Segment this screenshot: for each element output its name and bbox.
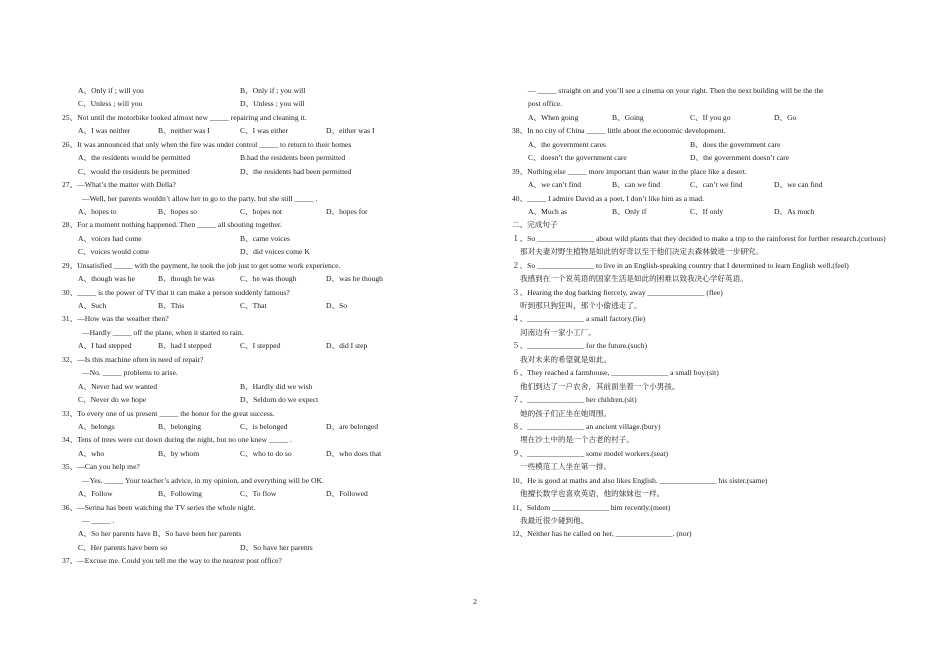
answer-option: A、I was neither	[78, 126, 131, 136]
text-line: — _____ .	[82, 516, 115, 525]
answer-option: C、I stepped	[240, 341, 281, 351]
answer-option: D、the residents had been permitted	[240, 166, 352, 176]
text-line: 31、—How was the weather then?	[62, 314, 169, 324]
text-line: 他们到达了一户农舍，其前面坐着一个小男孩。	[520, 381, 680, 391]
text-line: 33、To every one of us present _____ the honor for the great success.	[62, 408, 275, 418]
option-row	[62, 299, 462, 312]
option-row	[62, 272, 462, 285]
answer-option: B、Hardly did we wish	[240, 381, 313, 391]
answer-option: D、who does that	[326, 448, 382, 458]
option-row	[62, 447, 462, 460]
answer-option: D、are belonged	[326, 421, 379, 431]
answer-option: C、can’t we find	[690, 180, 743, 190]
text-line: 12、Neither has he called on her, _______________. (nor)	[512, 529, 692, 539]
text-line: 二、完成句子	[512, 220, 558, 230]
answer-option: A、Follow	[78, 489, 113, 499]
answer-option: C、would the residents be permitted	[78, 166, 190, 176]
option-row	[62, 380, 462, 393]
option-row	[62, 420, 462, 433]
text-line: 我对未来的希望就是如此。	[520, 354, 612, 364]
sentence-item: ２、So _______________ to live in an English-speaking country that I determined to learn English well.(feel)	[512, 260, 849, 270]
answer-option: A、the residents would be permitted	[78, 153, 191, 163]
answer-option: A、When going	[528, 112, 579, 122]
option-row	[512, 178, 902, 191]
answer-option: B.had the residents been permitted	[240, 153, 346, 163]
text-line: 36、—Serina has been watching the TV series the whole night.	[62, 502, 256, 512]
answer-option: C、To flow	[240, 489, 277, 499]
text-line: ４、_______________ a small factory.(lie)	[512, 314, 646, 324]
text-line: ５、_______________ for the future.(such)	[512, 341, 647, 351]
answer-option: B、had I stepped	[158, 341, 212, 351]
answer-option: C、If only	[690, 206, 724, 216]
text-line: 11、Seldom _______________ him recently.(meet)	[512, 502, 671, 512]
answer-option: B、Only if ; you will	[240, 86, 306, 95]
answer-option: C、Her parents have been so	[78, 542, 167, 552]
text-line: 30、_____ is the power of TV that it can make a person suddenly famous?	[62, 287, 290, 297]
answer-option: B、Going	[612, 112, 644, 122]
option-row	[62, 84, 462, 97]
text-line: 那对夫妻对野生植物是如此的好奇以至于他们决定去森林做进一步研究。	[520, 247, 763, 257]
option-row	[62, 97, 462, 110]
answer-option: D、hopes for	[326, 206, 368, 216]
answer-option: D、we can find	[774, 180, 823, 190]
option-row	[62, 339, 462, 352]
answer-option: B、Only if	[612, 206, 647, 216]
option-row	[62, 232, 462, 245]
text-line: 25、Not until the motorbike looked almost new _____ repairing and cleaning it.	[62, 112, 307, 122]
text-line: ８、_______________ an ancient village.(bury)	[512, 421, 661, 431]
answer-option: C、If you go	[690, 112, 731, 122]
left-column	[62, 84, 462, 568]
text-line: 河南边有一家小工厂。	[520, 327, 596, 337]
answer-option: A、we can’t find	[528, 180, 582, 190]
text-line: 38、In no city of China _____ little about the economic development.	[512, 126, 726, 136]
answer-option: A、the government cares	[528, 139, 607, 149]
text-line: 埋在沙土中的是一个古老的村子。	[520, 435, 634, 445]
answer-option: C、doesn’t the government care	[528, 153, 627, 163]
answer-option: D、the government doesn’t care	[690, 153, 790, 163]
answer-option: A、voices had come	[78, 233, 142, 243]
text-line: ６、They reached a farmhouse, _______________ a small boy.(sit)	[512, 368, 719, 378]
text-line: 我感到在一个说英语的国家生活是如此的困难以致我决心学好英语。	[520, 274, 748, 284]
answer-option: B、neither was I	[158, 126, 210, 136]
sentence-item: １、So _______________ about wild plants that they decided to make a trip to the rainforest for further research.(curious)	[512, 233, 886, 243]
text-line: 我最近很少碰到他。	[520, 516, 589, 526]
answer-option: A、I had stepped	[78, 341, 132, 351]
option-row	[512, 138, 902, 151]
answer-option: B、by whom	[158, 448, 200, 458]
text-line: 10、He is good at maths and also likes English. _______________ his sister.(same)	[512, 475, 768, 485]
answer-option: D、So have her parents	[240, 542, 313, 552]
answer-option: B、belonging	[158, 421, 202, 431]
option-row	[62, 527, 462, 540]
text-line: ７、_______________ her children.(sit)	[512, 395, 637, 405]
answer-option: D、was he though	[326, 274, 383, 284]
text-line: 27、—What’s the matter with Della?	[62, 180, 176, 190]
text-line: 她的孩子们正坐在她周围。	[520, 408, 612, 418]
answer-option: A、So her parents have B、So have been her parents	[78, 529, 242, 539]
option-row	[512, 205, 902, 218]
text-line: —No. _____ problems to arise.	[82, 368, 178, 378]
answer-option: A、Only if ; will you	[78, 86, 144, 95]
text-line: —Yes. _____ Your teacher’s advice, in my opinion, and everything will be OK.	[82, 475, 324, 485]
text-line: 一些模范工人坐在第一排。	[520, 462, 612, 472]
text-line: —Well, her parents wouldn’t allow her to go to the party, but she still _____ .	[82, 193, 318, 203]
answer-option: D、Seldom do we expect	[240, 395, 319, 405]
answer-option: A、though was he	[78, 274, 135, 284]
text-line: 39、Nothing else _____ more important than water in the place like a desert.	[512, 166, 747, 176]
text-line: ９、_______________ some model workers.(seat)	[512, 448, 669, 458]
answer-option: B、Following	[158, 489, 202, 499]
text-line: 他擅长数学也喜欢英语，他的妹妹也一样。	[520, 489, 665, 499]
answer-option: B、hopes so	[158, 206, 198, 216]
text-line: 28、For a moment nothing happened. Then _____ all shouting together.	[62, 220, 282, 230]
answer-option: D、did I step	[326, 341, 368, 351]
text-line: 听到那只狗狂叫，那个小偷逃走了。	[520, 301, 642, 311]
answer-option: C、who to do so	[240, 448, 292, 458]
text-line: 32、—Is this machine often in need of repair?	[62, 354, 204, 364]
option-row	[512, 151, 902, 164]
answer-option: C、hopes not	[240, 206, 282, 216]
text-line: 34、Tens of trees were cut down during the night, but no one knew _____ .	[62, 435, 292, 445]
text-line: —Hardly _____ off the plane, when it started to rain.	[82, 327, 244, 337]
option-row	[62, 205, 462, 218]
answer-option: D、Followed	[326, 489, 368, 499]
answer-option: C、Unless ; will you	[78, 99, 143, 109]
answer-option: D、So	[326, 301, 348, 310]
text-line: 37、—Excuse me. Could you tell me the way to the nearest post office?	[62, 556, 282, 566]
answer-option: C、voices would come	[78, 247, 150, 257]
option-row	[62, 124, 462, 137]
answer-option: D、either was I	[326, 126, 375, 136]
text-line: 35、—Can you help me?	[62, 462, 140, 472]
text-line: 29、Unsatisfied _____ with the payment, he took the job just to get some work experience.	[62, 260, 341, 270]
text-line: 40、_____ I admire David as a poet, I don’t like him as a mad.	[512, 193, 704, 203]
answer-option: D、Go	[774, 112, 797, 122]
answer-option: C、is belonged	[240, 421, 288, 431]
option-row	[512, 111, 902, 124]
answer-option: C、I was either	[240, 126, 289, 136]
answer-option: C、Never do we hope	[78, 395, 147, 405]
answer-option: B、though he was	[158, 274, 215, 284]
answer-option: A、belongs	[78, 421, 115, 431]
option-row	[62, 245, 462, 258]
option-row	[62, 541, 462, 554]
answer-option: A、Such	[78, 301, 107, 310]
answer-option: C、he was though	[240, 274, 297, 284]
option-row	[62, 393, 462, 406]
right-column	[512, 84, 902, 541]
answer-option: C、That	[240, 301, 267, 310]
answer-option: B、can we find	[612, 180, 661, 190]
answer-option: A、Much as	[528, 206, 568, 216]
answer-option: A、hopes to	[78, 206, 117, 216]
text-line: — _____ straight on and you’ll see a cinema on your right. Then the next building will be the the	[528, 86, 824, 95]
answer-option: B、This	[158, 301, 185, 310]
option-row	[62, 151, 462, 164]
page-number: 2	[473, 597, 477, 606]
answer-option: A、who	[78, 448, 105, 458]
option-row	[62, 165, 462, 178]
answer-option: D、As much	[774, 206, 815, 216]
option-row	[62, 487, 462, 500]
answer-option: D、Unless ; you will	[240, 99, 305, 109]
text-line: ３、Hearing the dog barking fiercely, away _______________ (flee)	[512, 287, 723, 297]
text-line: post office.	[528, 99, 563, 109]
answer-option: A、Never had we wanted	[78, 381, 158, 391]
answer-option: D、did voices come K	[240, 247, 310, 257]
answer-option: B、does the government care	[690, 139, 781, 149]
text-line: 26、It was announced that only when the fire was under control _____ to return to their homes	[62, 139, 352, 149]
answer-option: B、came voices	[240, 233, 290, 243]
